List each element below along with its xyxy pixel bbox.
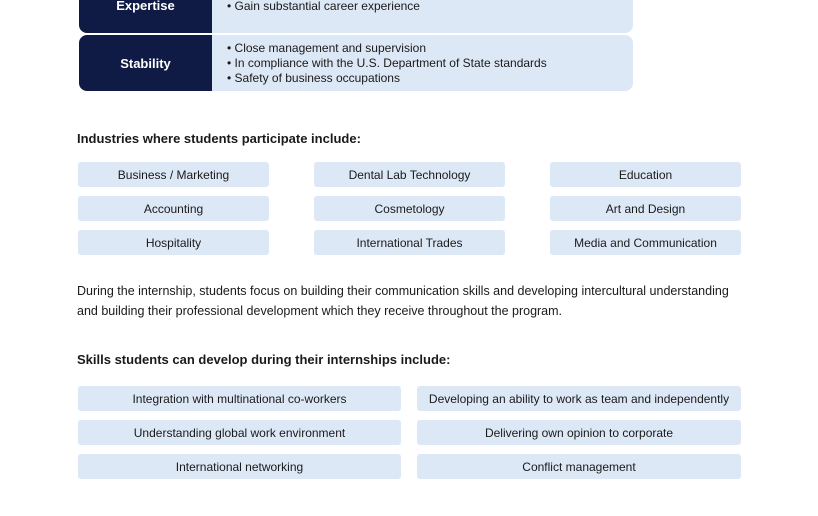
internship-paragraph: During the internship, students focus on building their communication skills and developing intercultural understanding and building their professional development which they receive throughout the program. <box>77 284 729 318</box>
industry-chip: Hospitality <box>78 230 269 255</box>
industry-chip: Art and Design <box>550 196 741 221</box>
industry-chip: Media and Communication <box>550 230 741 255</box>
industry-chip: Business / Marketing <box>78 162 269 187</box>
skill-chip: Delivering own opinion to corporate <box>417 420 741 445</box>
industries-heading: Industries where students participate include: <box>77 131 361 146</box>
industry-chip: International Trades <box>314 230 505 255</box>
feature-bullet: • Gain substantial career experience <box>227 0 437 14</box>
industry-chip: Accounting <box>78 196 269 221</box>
feature-bullet-list <box>212 35 547 91</box>
feature-bullet: • Safety of business occupations <box>227 71 547 86</box>
industry-chip: Cosmetology <box>314 196 505 221</box>
skill-chip: International networking <box>78 454 401 479</box>
industry-chip: Education <box>550 162 741 187</box>
skill-chip: Understanding global work environment <box>78 420 401 445</box>
feature-row-stability <box>79 35 633 91</box>
industries-grid <box>78 162 741 255</box>
feature-bullet: • In compliance with the U.S. Department of State standards <box>227 56 547 71</box>
feature-bullet: • Close management and supervision <box>227 41 547 56</box>
feature-bullet-list <box>212 0 437 33</box>
feature-label-expertise: Expertise <box>79 0 212 33</box>
industry-chip: Dental Lab Technology <box>314 162 505 187</box>
feature-row-expertise <box>79 0 633 33</box>
feature-label-stability: Stability <box>79 35 212 91</box>
skill-chip: Integration with multinational co-workers <box>78 386 401 411</box>
skills-heading: Skills students can develop during their internships include: <box>77 352 451 367</box>
skill-chip: Conflict management <box>417 454 741 479</box>
skill-chip: Developing an ability to work as team and independently <box>417 386 741 411</box>
skills-grid <box>78 386 741 479</box>
